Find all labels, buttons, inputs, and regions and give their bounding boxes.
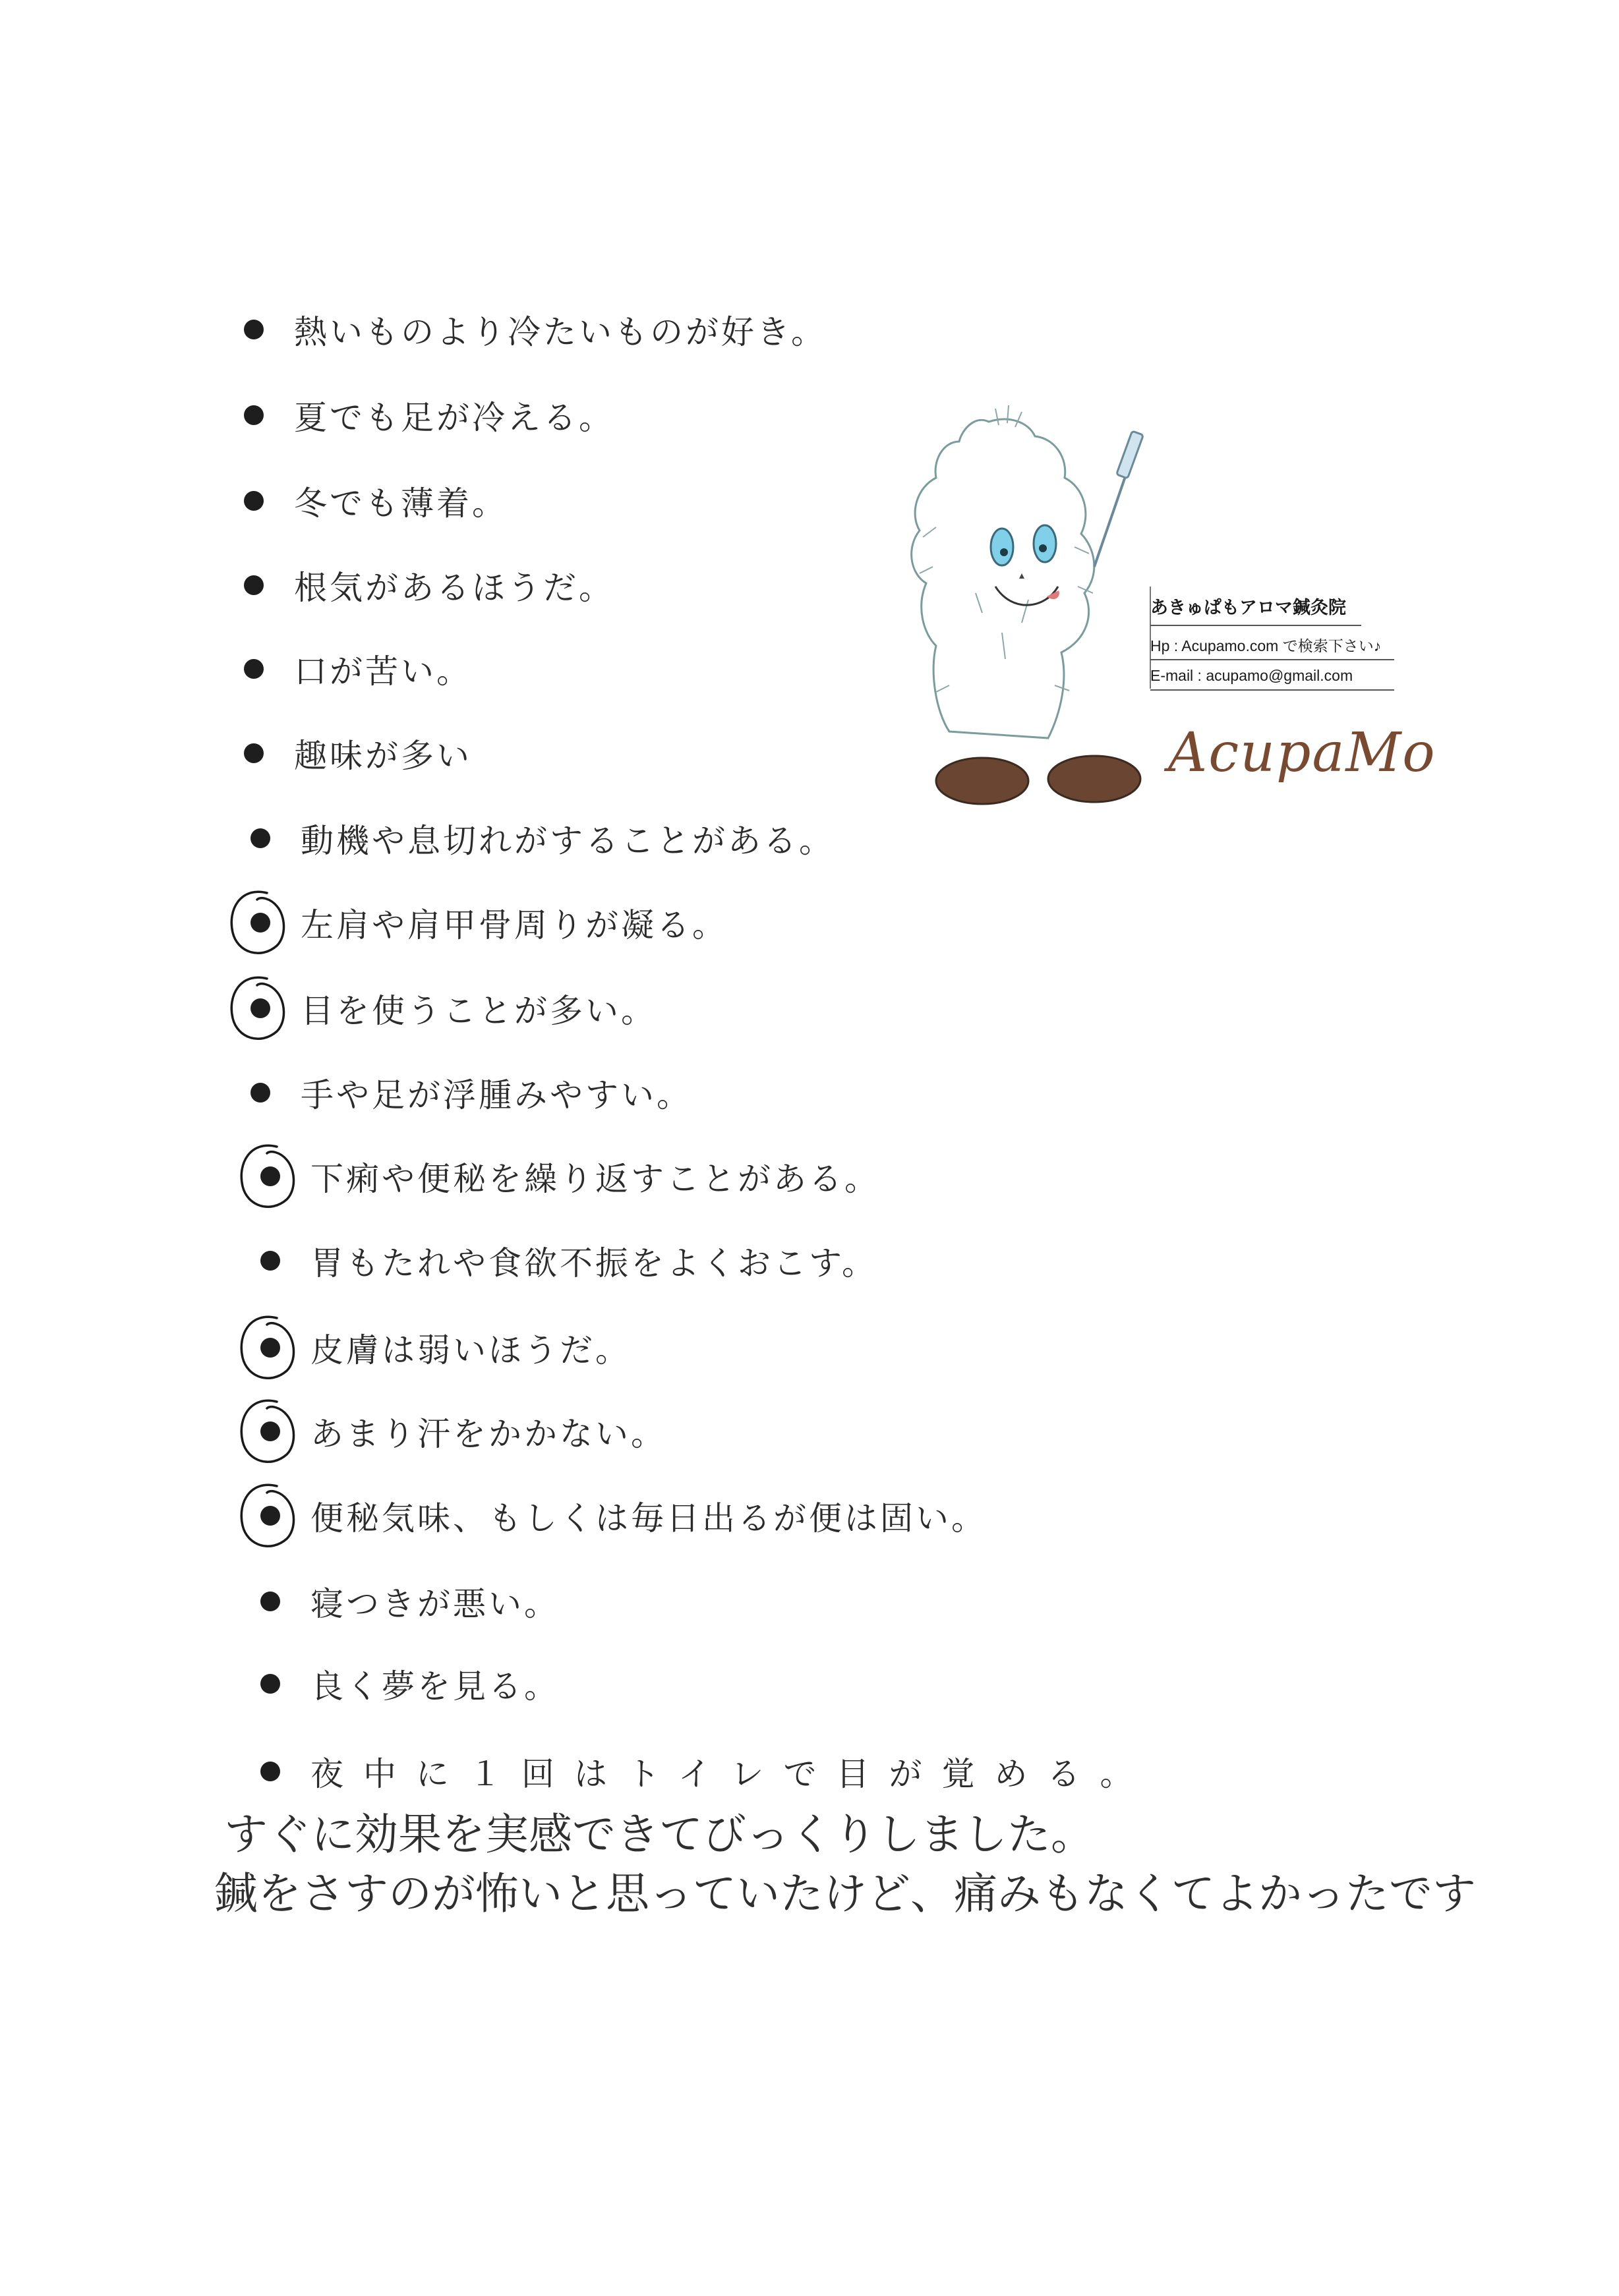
bullet-icon: [260, 1338, 280, 1358]
checklist-item: [244, 303, 827, 356]
checklist-item-text: 口が苦い。: [294, 652, 472, 691]
bullet-icon: [260, 1674, 280, 1694]
checklist-item-text: 目を使うことが多い。: [301, 992, 657, 1030]
brand-logo: AcupaMo: [1168, 722, 1436, 784]
handwritten-comment-line-2: 鍼をさすのが怖いと思っていたけど、痛みもなくてよかったです: [214, 1868, 1476, 1919]
checklist-item: [260, 1234, 877, 1287]
checklist-item: [244, 727, 472, 780]
checklist-item-text: 胃もたれや食欲不振をよくおこす。: [310, 1244, 877, 1282]
bullet-icon: [244, 743, 264, 763]
bullet-icon: [260, 1592, 280, 1611]
handwritten-comment-line-1: すぐに効果を実感できてびっくりしました。: [224, 1809, 1094, 1860]
checklist-item: [260, 1575, 560, 1628]
checklist-item-text: 皮膚は弱いほうだ。: [310, 1331, 631, 1369]
bullet-icon: [244, 575, 264, 595]
bullet-icon: [244, 405, 264, 425]
checklist-item: [244, 474, 508, 527]
checklist-item: [260, 1321, 631, 1374]
bullet-icon: [260, 1166, 280, 1186]
checklist-item-text: 手や足が浮腫みやすい。: [301, 1076, 692, 1114]
clinic-email: E-mail : acupamo@gmail.com: [1150, 667, 1353, 684]
checklist-item: [244, 643, 472, 695]
checklist-item-text: 左肩や肩甲骨周りが凝る。: [301, 906, 728, 944]
checklist-item-text: 動機や息切れがすることがある。: [301, 822, 835, 860]
bullet-icon: [244, 659, 264, 679]
checklist-item-text: 下痢や便秘を繰り返すことがある。: [310, 1160, 880, 1198]
checklist-item: [250, 896, 728, 949]
checklist-item: [244, 559, 614, 612]
bullet-icon: [244, 491, 264, 511]
checklist-item: [260, 1745, 1153, 1798]
checklist-item: [260, 1405, 666, 1458]
checklist-item-text: 夏でも足が冷える。: [294, 399, 614, 437]
checklist-item: [250, 982, 657, 1035]
checklist-item-text: 良く夢を見る。: [310, 1667, 560, 1706]
card-divider: [1150, 625, 1361, 626]
checklist-item: [250, 812, 835, 865]
clinic-name: あきゅぱもアロマ鍼灸院: [1150, 598, 1346, 617]
checklist-item-text: あまり汗をかかない。: [310, 1415, 666, 1453]
bullet-icon: [250, 913, 270, 933]
card-divider: [1150, 689, 1394, 691]
bullet-icon: [260, 1421, 280, 1441]
card-divider: [1150, 659, 1394, 660]
checklist-item: [244, 389, 614, 442]
checklist-item-text: 寝つきが悪い。: [310, 1585, 560, 1623]
clinic-homepage: Hp : Acupamo.com で検索下さい♪: [1150, 637, 1382, 654]
checklist-item-text: 夜中に１回はトイレで目が覚める。: [310, 1755, 1153, 1793]
bullet-icon: [250, 998, 270, 1018]
checklist-item-text: 趣味が多い: [294, 737, 472, 775]
checklist-item-text: 熱いものより冷たいものが好き。: [294, 313, 827, 351]
bullet-icon: [244, 320, 264, 339]
checklist-item: [250, 1066, 692, 1119]
checklist-item-text: 冬でも薄着。: [294, 484, 508, 523]
checklist-item: [260, 1150, 880, 1203]
checklist-item-text: 便秘気味、もしくは毎日出るが便は固い。: [310, 1499, 987, 1537]
checklist-item: [260, 1489, 987, 1542]
bullet-icon: [260, 1251, 280, 1271]
bullet-icon: [260, 1762, 280, 1781]
checklist-item-text: 根気があるほうだ。: [294, 569, 614, 607]
checklist-item: [260, 1657, 560, 1710]
bullet-icon: [250, 828, 270, 848]
bullet-icon: [250, 1083, 270, 1103]
bullet-icon: [260, 1506, 280, 1526]
